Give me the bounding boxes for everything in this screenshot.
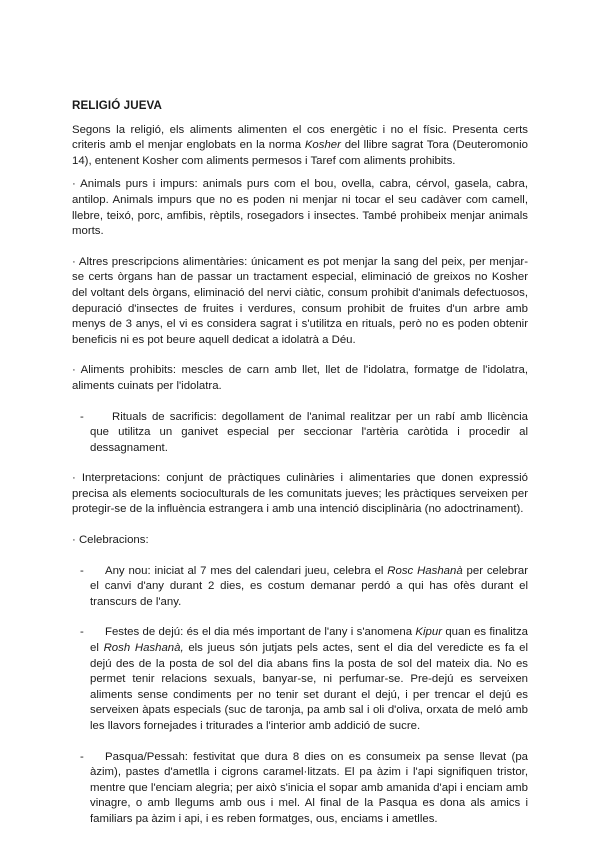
italic-term: Rosh Hashanà, [103,642,184,655]
rituals-text: Rituals de sacrificis: degollament de l'animal realitzar per un rabí amb llicència que utilitza un ganivet especial per seccionar l'artèria caròtida i procedir al dessagnament. [90,410,528,454]
document-page [72,98,528,837]
list-dash: - [80,564,84,577]
animals-paragraph: · Animals purs i impurs: animals purs com el bou, ovella, cabra, cérvol, gasela, cabra, antilop. Animals impurs que no es poden ni menjar ni tocar el seu cadàver com camell, llebre, teixó, porc, amfibis, rèptils, rosegadors i insectes. També prohibeix menjar animals morts. [72,178,528,238]
celebrations-heading: · Celebracions: [72,534,149,547]
document-title: RELIGIÓ JUEVA [72,99,162,112]
italic-term: Kosher [304,139,341,152]
rituals-item [72,410,528,457]
text: Segons la religió, els aliments alimenten el cos energètic i no el físic. Presenta certs criteris amb el menjar englobats en la norma [72,123,528,152]
list-dash: - [80,626,84,639]
text: Pasqua/Pessah: festivitat que dura 8 dies on es consumeix pa sense llevat (pa àzim), pastes d'ametlla i cigrons caramel·litzats. El pa àzim i l'api signifiquen tristor, mentre que l'enciam alegria; per això s'inicia el sopar amb amanida d'api i enciam amb vinagre, o amb llegums amb ous i mel. Al final de la Pasqua es dona als amics i familiars pa àzim i api, i es reben formatges, ous, enciams i ametlles. [90,750,528,825]
text: Any nou: iniciat al 7 mes del calendari jueu, celebra el [105,564,388,577]
celebration-item-new-year [72,564,528,611]
prohibited-paragraph: · Aliments prohibits: mescles de carn amb llet, llet de l'idolatra, formatge de l'idolatra, aliments cuinats per l'idolatra. [72,364,528,392]
text: els jueus són jutjats pels actes, sent el dia del veredicte es fa el dejú des de la posta de sol del dia abans fins la posta de sol del mateix dia. No es permet tenir relacions sexuals, banyar-se, ni perfumar-se. Pre-dejú es serveixen aliments sense condiments per no tenir set durant el dejú, i per trencar el dejú es serveixen àpats especials (suc de taronja, pa amb sal i oli d'oliva, orxata de meló amb les llavors fornejades i triturades a l'interior amb addició de sucre. [90,642,528,732]
text: del llibre sagrat Tora (Deuteromonio 14), entenent Kosher com aliments permesos i Taref com aliments prohibits. [72,139,529,167]
list-dash: - [80,410,84,423]
celebration-item-fast [72,625,528,734]
italic-term: Rosc Hashanà [387,564,463,577]
celebration-item-passover [72,750,528,828]
text: Festes de dejú: és el dia més important de l'any i s'anomena [105,626,416,639]
text: per celebrar el canvi d'any durant 2 dies, es costum demanar perdó a qui has ofès durant el transcurs de l'any. [90,564,528,608]
intro-paragraph [72,123,528,170]
list-dash: - [80,750,84,763]
prescriptions-paragraph: · Altres prescripcions alimentàries: únicament es pot menjar la sang del peix, per menjar-se certs òrgans han de passar un tractament especial, eliminació de greixos no Kosher del voltant dels òrgans, eliminació del nervi ciàtic, consum prohibit d'animals defectuosos, depuració d'insectes de fruites i verdures, consum prohibit de fruites d'un arbre amb menys de 3 anys, el vi es considera sagrat i s'utilitza en rituals, però no es poden obtenir beneficis ni es pot beure aquell dedicat a idolatrà a Déu. [72,255,528,346]
interpretations-paragraph: · Interpretacions: conjunt de pràctiques culinàries i alimentaries que donen expressió precisa als elements socioculturals de les comunitats jueves; les pràctiques serveixen per protegir-se de la influència estrangera i amb una intenció disciplinària (no adoctrinament). [72,472,528,516]
italic-term: Kipur [415,626,442,639]
text: quan es finalitza el [90,626,528,655]
